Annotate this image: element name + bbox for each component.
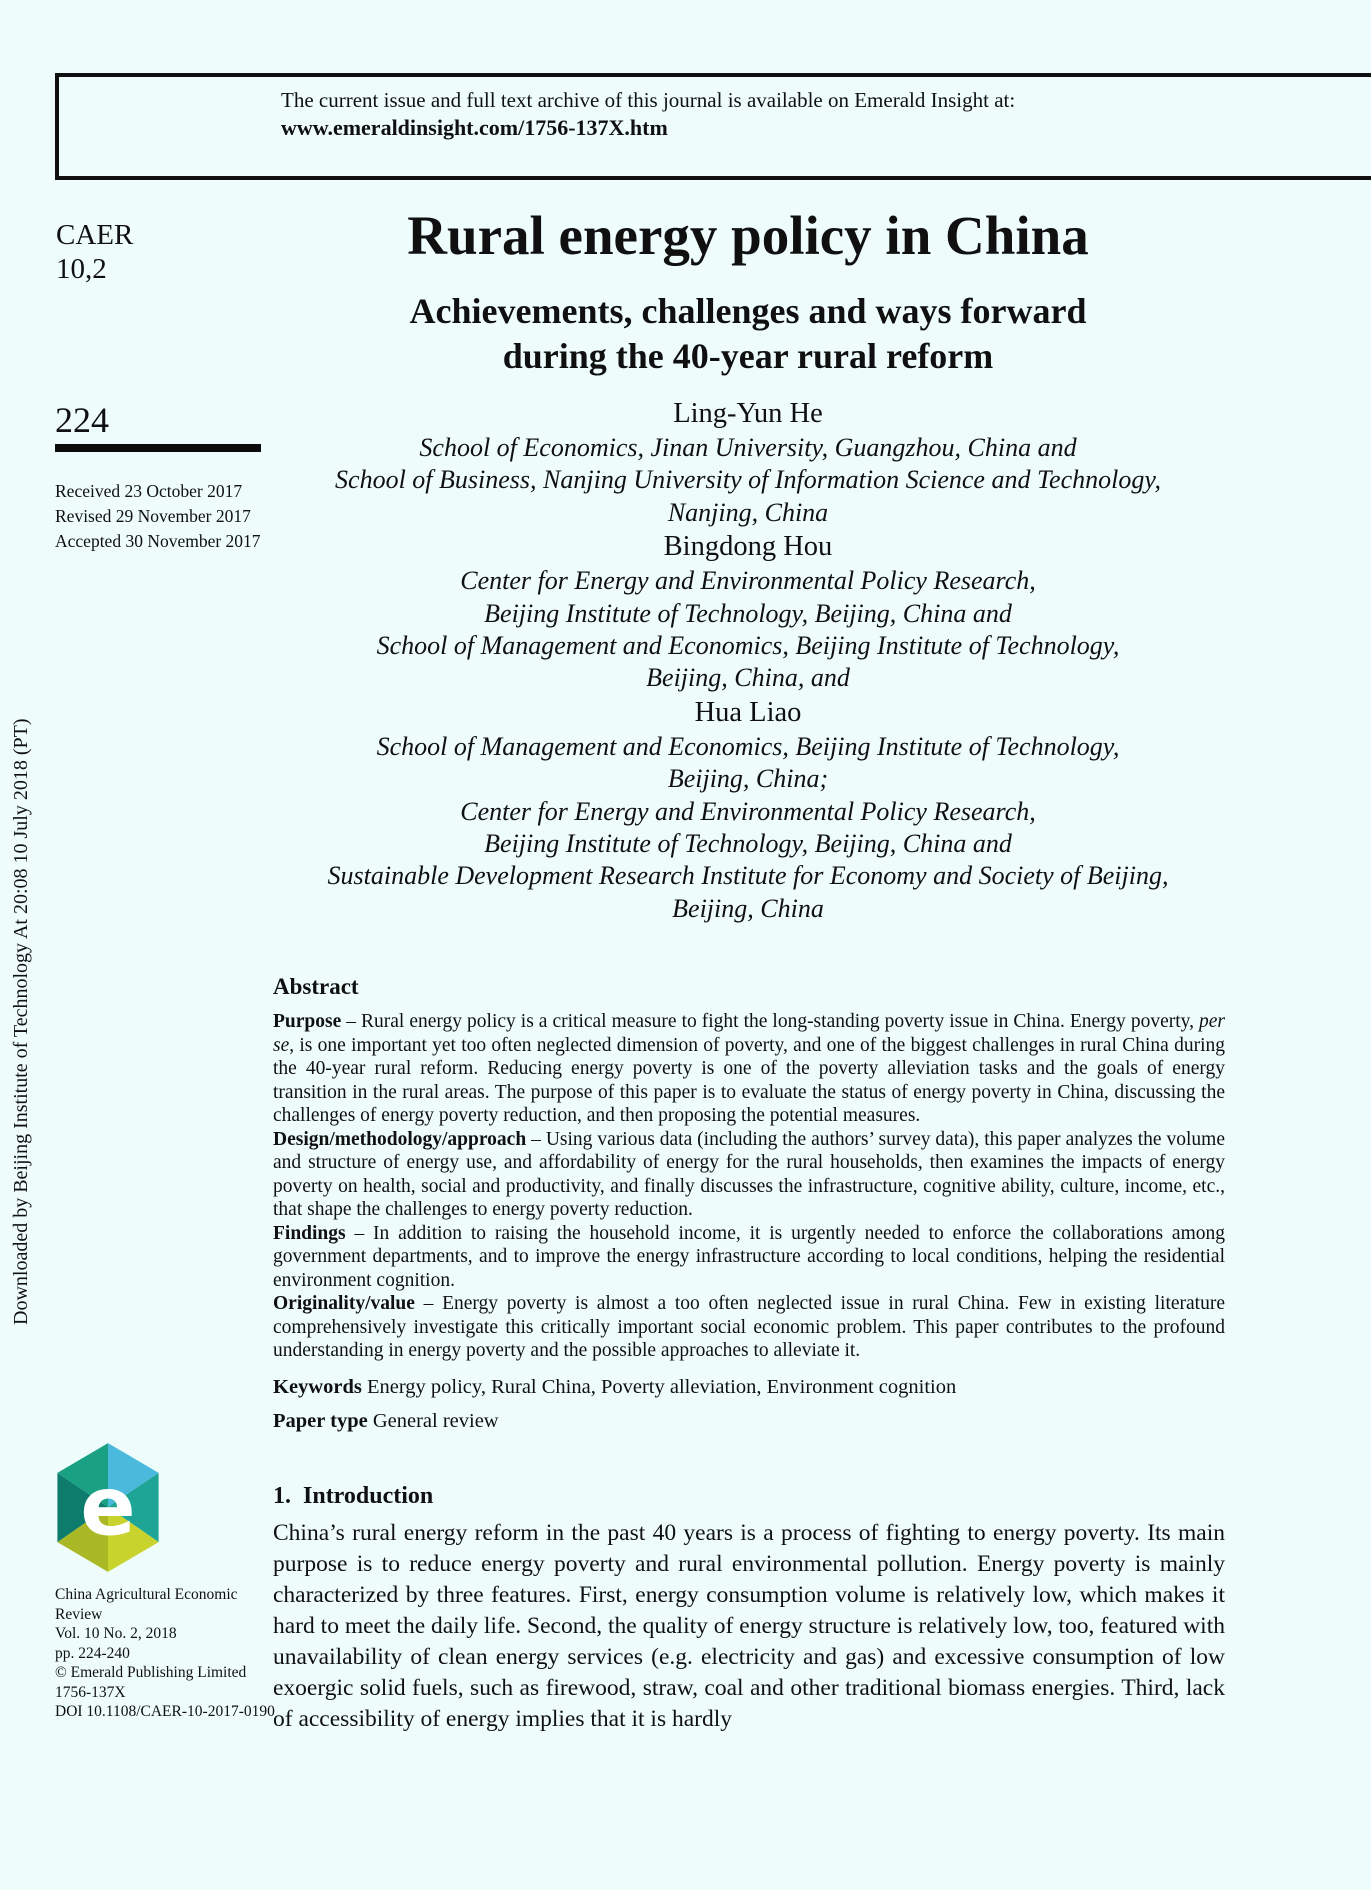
imprint-page-range: pp. 224-240 — [55, 1644, 130, 1662]
abstract-originality-label: Originality/value — [273, 1293, 415, 1314]
author-affiliation: Beijing, China — [672, 893, 824, 923]
imprint-doi: DOI 10.1108/CAER-10-2017-0190 — [55, 1703, 275, 1720]
journal-archive-url[interactable]: www.emeraldinsight.com/1756-137X.htm — [281, 115, 668, 140]
author-affiliation: Sustainable Development Research Institute for Economy and Society of Beijing, — [327, 861, 1169, 891]
keywords-line: Keywords Energy policy, Rural China, Poverty alleviation, Environment cognition — [273, 1375, 957, 1398]
abstract-design-label: Design/methodology/approach — [273, 1128, 527, 1150]
received-date: Received 23 October 2017 — [55, 481, 243, 501]
journal-code — [56, 218, 133, 286]
article-title: Rural energy policy in China — [407, 205, 1089, 266]
page-number: 224 — [55, 400, 109, 440]
imprint-journal-name: China Agricultural Economic Review — [55, 1586, 238, 1623]
sidebar-divider — [55, 444, 261, 452]
abstract-purpose-label: Purpose — [273, 1011, 342, 1032]
archive-notice-text: The current issue and full text archive of this journal is available on Emerald Insight at: — [281, 88, 1016, 112]
author-block — [258, 396, 1238, 925]
paper-type-line: Paper type General review — [273, 1409, 499, 1432]
journal-imprint — [55, 1585, 277, 1722]
author-affiliation: Center for Energy and Environmental Policy Research, — [460, 566, 1036, 596]
author-affiliation: Beijing Institute of Technology, Beijing, China and — [484, 598, 1012, 628]
section-heading-introduction: 1. Introduction — [273, 1483, 434, 1509]
author-affiliation: Nanjing, China — [667, 497, 829, 527]
article-subtitle-line2: during the 40-year rural reform — [502, 336, 994, 376]
abstract-design: Design/methodology/approach – Using various data (including the authors’ survey data), this paper analyzes the volume and structure of energy use, and affordability of energy for the rural households, then examines the impacts of energy poverty on health, social and productivity, and finally discusses the infrastructure, cognitive ability, culture, income, etc., that shape the challenges to energy poverty reduction. — [273, 1128, 1225, 1220]
article-subtitle-line1: Achievements, challenges and ways forward — [409, 291, 1087, 331]
revised-date: Revised 29 November 2017 — [55, 506, 251, 526]
introduction-section — [273, 1483, 1225, 1735]
abstract-section — [273, 974, 1225, 1434]
abstract-originality: Originality/value – Energy poverty is almost a too often neglected issue in rural China. Few in existing literature comprehensively investigate this critically important social economic problem. This paper contributes to the profound understanding in energy poverty and the possible approaches to alleviate it. — [273, 1293, 1225, 1361]
imprint-copyright: © Emerald Publishing Limited — [55, 1664, 247, 1681]
journal-issue: 10,2 — [56, 253, 107, 285]
author-name: Hua Liao — [694, 696, 802, 728]
author-affiliation: School of Management and Economics, Beijing Institute of Technology, — [376, 731, 1120, 761]
paper-type-label: Paper type — [273, 1409, 368, 1432]
author-affiliation: School of Management and Economics, Beijing Institute of Technology, — [376, 631, 1120, 661]
abstract-findings-label: Findings — [273, 1222, 346, 1244]
download-stamp: Downloaded by Beijing Institute of Technology At 20:08 10 July 2018 (PT) — [10, 718, 32, 1325]
introduction-paragraph: China’s rural energy reform in the past 40 years is a process of fighting to energy poverty. Its main purpose is to reduce energy poverty and rural environmental pollution. Energy poverty is mainly characterized by three features. First, energy consumption volume is relatively low, which makes it hard to meet the daily life. Second, the quality of energy structure is relatively low, too, featured with unavailability of clean energy services (e.g. electricity and gas) and excessive consumption of low exoergic solid fuels, such as firewood, straw, coal and other traditional biomass energies. Third, lack of accessibility of energy implies that it is hardly — [273, 1520, 1225, 1732]
author-affiliation: Beijing, China, and — [646, 663, 850, 693]
author-affiliation: Beijing Institute of Technology, Beijing, China and — [484, 829, 1012, 859]
author-name: Bingdong Hou — [663, 531, 833, 563]
article-subtitle — [258, 289, 1238, 379]
emerald-logo-letter: e — [80, 1459, 136, 1555]
abstract-purpose: Purpose – Rural energy policy is a critical measure to fight the long-standing poverty issue in China. Energy poverty, per se, is one important yet too often neglected dimension of poverty, and one of the biggest challenges in rural China during the 40-year rural reform. Reducing energy poverty is one of the poverty alleviation tasks and the goals of energy transition in the rural areas. The purpose of this paper is to evaluate the status of energy poverty in China, discussing the challenges of energy poverty reduction, and then proposing the potential measures. — [273, 1011, 1225, 1126]
keywords-label: Keywords — [273, 1375, 362, 1398]
accepted-date: Accepted 30 November 2017 — [55, 531, 261, 551]
abstract-findings: Findings – In addition to raising the household income, it is urgently needed to enforce the collaborations among government departments, and to improve the energy infrastructure according to local conditions, helping the residential environment cognition. — [273, 1222, 1225, 1291]
imprint-volume-issue: Vol. 10 No. 2, 2018 — [55, 1625, 177, 1642]
author-affiliation: School of Business, Nanjing University of Information Science and Technology, — [335, 465, 1161, 495]
abstract-heading: Abstract — [273, 974, 359, 999]
archive-notice-box — [55, 73, 1371, 180]
author-affiliation: Beijing, China; — [667, 764, 829, 794]
emerald-logo — [53, 1438, 163, 1577]
author-name: Ling-Yun He — [673, 398, 823, 429]
imprint-issn: 1756-137X — [55, 1683, 126, 1701]
article-history — [55, 479, 261, 554]
journal-code-abbrev: CAER — [56, 219, 134, 251]
author-affiliation: School of Economics, Jinan University, Guangzhou, China and — [419, 433, 1077, 462]
author-affiliation: Center for Energy and Environmental Policy Research, — [460, 796, 1036, 826]
